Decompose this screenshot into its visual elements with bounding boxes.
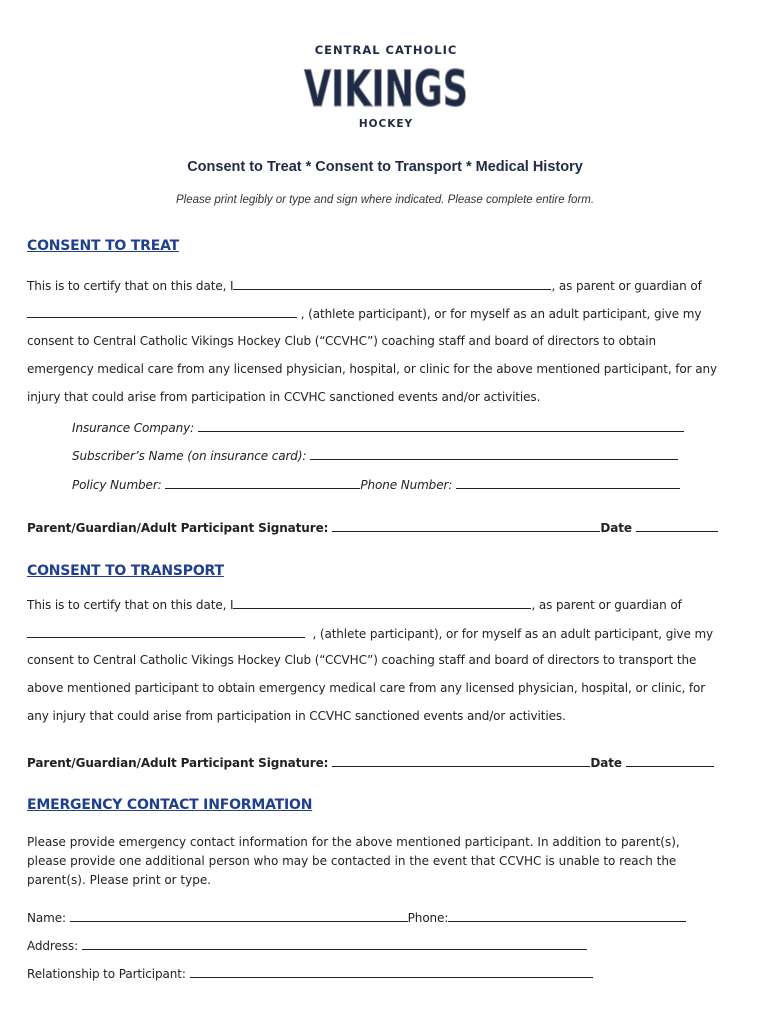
emergency-address-field[interactable] <box>82 937 587 950</box>
emergency-relationship-field[interactable] <box>190 965 593 978</box>
subscriber-name-row <box>72 447 678 463</box>
treat-signature-field[interactable] <box>332 519 600 532</box>
transport-line-2-text: , (athlete participant), or for myself as an adult participant, give my <box>312 627 714 641</box>
treat-line-1-suffix: , as parent or guardian of <box>551 279 702 293</box>
transport-signature-field[interactable] <box>332 754 590 767</box>
policy-number-field[interactable] <box>165 476 360 489</box>
logo-bottom-text: HOCKEY <box>358 118 414 130</box>
transport-line-4: above mentioned participant to obtain emergency medical care from any licensed physician, hospital, or clinic, for <box>27 681 706 695</box>
treat-athlete-name-field[interactable] <box>27 305 297 318</box>
treat-line-2-text: , (athlete participant), or for myself as an adult participant, give my <box>300 307 702 321</box>
emergency-contact-heading: EMERGENCY CONTACT INFORMATION <box>27 797 313 813</box>
treat-line-3: consent to Central Catholic Vikings Hockey Club (“CCVHC”) coaching staff and board of directors to obtain <box>27 334 656 348</box>
treat-guardian-name-field[interactable] <box>233 277 551 290</box>
insurance-company-field[interactable] <box>198 419 684 432</box>
transport-line-1 <box>27 596 682 612</box>
subscriber-name-field[interactable] <box>310 447 678 460</box>
insurance-company-label: Insurance Company: <box>72 421 195 435</box>
insurance-phone-label: Phone Number: <box>360 478 453 492</box>
transport-line-2 <box>27 625 713 641</box>
treat-date-label: Date <box>600 521 632 535</box>
transport-date-label: Date <box>590 756 622 770</box>
transport-guardian-name-field[interactable] <box>233 596 531 609</box>
policy-phone-row <box>72 476 680 492</box>
treat-signature-row <box>27 519 718 535</box>
emergency-name-phone-row <box>27 909 686 925</box>
treat-line-4: emergency medical care from any licensed physician, hospital, or clinic for the above mentioned participant, for any <box>27 362 717 376</box>
treat-signature-label: Parent/Guardian/Adult Participant Signature: <box>27 521 329 535</box>
consent-to-treat-heading: CONSENT TO TREAT <box>27 238 179 254</box>
transport-line-1-suffix: , as parent or guardian of <box>531 598 682 612</box>
logo-main-text: VIKINGS <box>304 60 468 118</box>
emergency-address-row <box>27 937 587 953</box>
consent-to-transport-heading: CONSENT TO TRANSPORT <box>27 563 224 579</box>
form-title: Consent to Treat * Consent to Transport * Medical History <box>187 159 583 175</box>
treat-line-2 <box>27 305 701 321</box>
transport-signature-row <box>27 754 714 770</box>
vikings-hockey-logo <box>300 42 472 132</box>
form-instructions: Please print legibly or type and sign where indicated. Please complete entire form. <box>175 194 595 206</box>
treat-line-1-text: This is to certify that on this date, I <box>27 279 234 293</box>
emergency-relationship-label: Relationship to Participant: <box>27 967 186 981</box>
emergency-address-label: Address: <box>27 939 79 953</box>
logo-top-text: CENTRAL CATHOLIC <box>314 43 458 57</box>
insurance-company-row <box>72 419 684 435</box>
policy-number-label: Policy Number: <box>72 478 162 492</box>
transport-signature-label: Parent/Guardian/Adult Participant Signature: <box>27 756 329 770</box>
transport-line-1-text: This is to certify that on this date, I <box>27 598 234 612</box>
emergency-phone-field[interactable] <box>448 909 686 922</box>
emergency-name-label: Name: <box>27 911 66 925</box>
treat-line-5: injury that could arise from participation in CCVHC sanctioned events and/or activities. <box>27 390 541 404</box>
treat-line-1 <box>27 277 702 293</box>
emergency-name-field[interactable] <box>70 909 408 922</box>
emergency-phone-label: Phone: <box>407 911 449 925</box>
emergency-relationship-row <box>27 965 593 981</box>
subscriber-name-label: Subscriber’s Name (on insurance card): <box>72 449 307 463</box>
emergency-instructions: Please provide emergency contact information for the above mentioned participant. In addition to parent(s), please provide one additional person who may be contacted in the event that CCVHC is unable to reach the parent(s). Please print or type. <box>27 835 680 887</box>
treat-date-field[interactable] <box>636 519 718 532</box>
transport-athlete-name-field[interactable] <box>27 625 305 638</box>
transport-line-3: consent to Central Catholic Vikings Hockey Club (“CCVHC”) coaching staff and board of directors to transport the <box>27 653 697 667</box>
transport-date-field[interactable] <box>626 754 714 767</box>
transport-line-5: any injury that could arise from participation in CCVHC sanctioned events and/or activities. <box>27 709 566 723</box>
insurance-phone-field[interactable] <box>456 476 680 489</box>
